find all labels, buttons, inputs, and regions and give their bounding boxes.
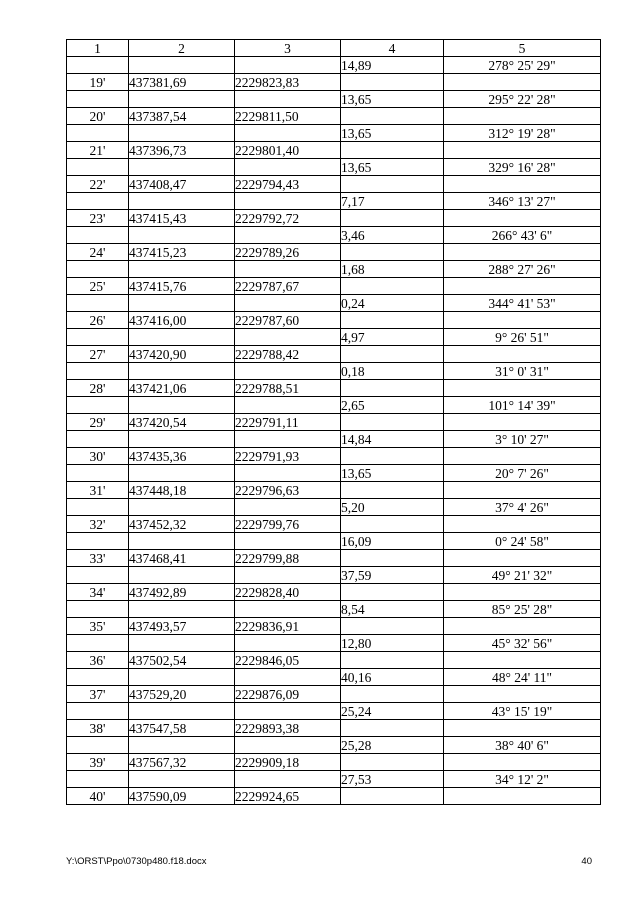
point-row [67, 176, 601, 193]
point-x: 437435,36 [129, 448, 235, 465]
segment-length: 13,65 [341, 465, 444, 482]
segment-row [67, 159, 601, 176]
point-row [67, 74, 601, 91]
segment-angle: 31° 0' 31" [444, 363, 601, 380]
point-x: 437590,09 [129, 788, 235, 805]
point-row [67, 618, 601, 635]
segment-angle: 288° 27' 26" [444, 261, 601, 278]
point-y: 2229794,43 [235, 176, 341, 193]
segment-length: 0,18 [341, 363, 444, 380]
point-number: 26' [67, 312, 129, 329]
point-number: 20' [67, 108, 129, 125]
point-number: 22' [67, 176, 129, 193]
point-number: 25' [67, 278, 129, 295]
segment-angle: 101° 14' 39" [444, 397, 601, 414]
segment-length: 8,54 [341, 601, 444, 618]
point-row [67, 278, 601, 295]
header-col-1: 1 [67, 40, 129, 57]
point-x: 437567,32 [129, 754, 235, 771]
segment-angle: 266° 43' 6" [444, 227, 601, 244]
point-number: 35' [67, 618, 129, 635]
point-y: 2229787,67 [235, 278, 341, 295]
segment-row [67, 329, 601, 346]
point-row [67, 108, 601, 125]
point-y: 2229787,60 [235, 312, 341, 329]
segment-row [67, 465, 601, 482]
point-row [67, 312, 601, 329]
point-y: 2229791,11 [235, 414, 341, 431]
segment-length: 40,16 [341, 669, 444, 686]
point-x: 437529,20 [129, 686, 235, 703]
point-row [67, 754, 601, 771]
point-number: 39' [67, 754, 129, 771]
point-y: 2229846,05 [235, 652, 341, 669]
point-y: 2229799,88 [235, 550, 341, 567]
point-x: 437452,32 [129, 516, 235, 533]
point-y: 2229791,93 [235, 448, 341, 465]
segment-angle: 48° 24' 11" [444, 669, 601, 686]
point-y: 2229823,83 [235, 74, 341, 91]
segment-angle: 49° 21' 32" [444, 567, 601, 584]
segment-row [67, 635, 601, 652]
segment-row [67, 295, 601, 312]
point-x: 437415,76 [129, 278, 235, 295]
segment-angle: 20° 7' 26" [444, 465, 601, 482]
point-x: 437381,69 [129, 74, 235, 91]
point-x: 437416,00 [129, 312, 235, 329]
point-number: 34' [67, 584, 129, 601]
segment-length: 1,68 [341, 261, 444, 278]
point-row [67, 414, 601, 431]
segment-angle: 37° 4' 26" [444, 499, 601, 516]
point-x: 437493,57 [129, 618, 235, 635]
segment-row [67, 261, 601, 278]
point-row [67, 244, 601, 261]
point-y: 2229828,40 [235, 584, 341, 601]
segment-row [67, 193, 601, 210]
point-x: 437547,58 [129, 720, 235, 737]
segment-length: 37,59 [341, 567, 444, 584]
point-y: 2229893,38 [235, 720, 341, 737]
segment-length: 13,65 [341, 125, 444, 142]
segment-row [67, 703, 601, 720]
point-y: 2229796,63 [235, 482, 341, 499]
segment-angle: 312° 19' 28" [444, 125, 601, 142]
point-number: 19' [67, 74, 129, 91]
table-header-row [67, 40, 601, 57]
point-x: 437502,54 [129, 652, 235, 669]
segment-angle: 9° 26' 51" [444, 329, 601, 346]
segment-row [67, 397, 601, 414]
header-col-4: 4 [341, 40, 444, 57]
point-number: 40' [67, 788, 129, 805]
point-x: 437420,54 [129, 414, 235, 431]
point-x: 437387,54 [129, 108, 235, 125]
segment-length: 27,53 [341, 771, 444, 788]
point-row [67, 652, 601, 669]
segment-row [67, 601, 601, 618]
segment-length: 4,97 [341, 329, 444, 346]
header-col-5: 5 [444, 40, 601, 57]
point-number: 38' [67, 720, 129, 737]
segment-row [67, 567, 601, 584]
point-y: 2229909,18 [235, 754, 341, 771]
segment-row [67, 737, 601, 754]
point-row [67, 142, 601, 159]
point-number: 29' [67, 414, 129, 431]
segment-angle: 38° 40' 6" [444, 737, 601, 754]
point-x: 437415,23 [129, 244, 235, 261]
point-y: 2229789,26 [235, 244, 341, 261]
point-y: 2229876,09 [235, 686, 341, 703]
point-x: 437408,47 [129, 176, 235, 193]
footer-page-number: 40 [581, 856, 592, 867]
point-row [67, 720, 601, 737]
point-row [67, 550, 601, 567]
point-row [67, 210, 601, 227]
segment-length: 25,24 [341, 703, 444, 720]
segment-row [67, 669, 601, 686]
segment-length: 13,65 [341, 91, 444, 108]
point-number: 23' [67, 210, 129, 227]
segment-row [67, 57, 601, 74]
segment-angle: 3° 10' 27" [444, 431, 601, 448]
point-number: 36' [67, 652, 129, 669]
segment-angle: 344° 41' 53" [444, 295, 601, 312]
point-number: 32' [67, 516, 129, 533]
segment-row [67, 431, 601, 448]
point-y: 2229836,91 [235, 618, 341, 635]
segment-angle: 34° 12' 2" [444, 771, 601, 788]
segment-angle: 295° 22' 28" [444, 91, 601, 108]
segment-angle: 329° 16' 28" [444, 159, 601, 176]
point-number: 28' [67, 380, 129, 397]
segment-length: 7,17 [341, 193, 444, 210]
segment-length: 14,89 [341, 57, 444, 74]
segment-angle: 43° 15' 19" [444, 703, 601, 720]
point-x: 437448,18 [129, 482, 235, 499]
segment-length: 14,84 [341, 431, 444, 448]
point-row [67, 380, 601, 397]
header-col-2: 2 [129, 40, 235, 57]
point-row [67, 686, 601, 703]
segment-length: 0,24 [341, 295, 444, 312]
point-y: 2229788,42 [235, 346, 341, 363]
segment-row [67, 499, 601, 516]
point-row [67, 584, 601, 601]
point-number: 30' [67, 448, 129, 465]
point-y: 2229792,72 [235, 210, 341, 227]
point-x: 437415,43 [129, 210, 235, 227]
segment-angle: 85° 25' 28" [444, 601, 601, 618]
point-y: 2229801,40 [235, 142, 341, 159]
segment-length: 2,65 [341, 397, 444, 414]
segment-row [67, 91, 601, 108]
point-y: 2229799,76 [235, 516, 341, 533]
segment-row [67, 771, 601, 788]
segment-row [67, 363, 601, 380]
coordinates-table [66, 39, 601, 805]
point-row [67, 448, 601, 465]
point-row [67, 482, 601, 499]
segment-angle: 45° 32' 56" [444, 635, 601, 652]
point-number: 27' [67, 346, 129, 363]
segment-angle: 278° 25' 29" [444, 57, 601, 74]
point-x: 437421,06 [129, 380, 235, 397]
point-row [67, 346, 601, 363]
point-y: 2229811,50 [235, 108, 341, 125]
point-number: 24' [67, 244, 129, 261]
footer-file-path: Y:\ORST\Ppo\0730p480.f18.docx [66, 856, 207, 867]
segment-angle: 0° 24' 58" [444, 533, 601, 550]
header-col-3: 3 [235, 40, 341, 57]
point-x: 437396,73 [129, 142, 235, 159]
segment-length: 13,65 [341, 159, 444, 176]
point-y: 2229788,51 [235, 380, 341, 397]
segment-row [67, 125, 601, 142]
point-row [67, 788, 601, 805]
point-number: 33' [67, 550, 129, 567]
segment-length: 5,20 [341, 499, 444, 516]
segment-length: 3,46 [341, 227, 444, 244]
point-y: 2229924,65 [235, 788, 341, 805]
segment-angle: 346° 13' 27" [444, 193, 601, 210]
point-x: 437468,41 [129, 550, 235, 567]
point-row [67, 516, 601, 533]
point-number: 21' [67, 142, 129, 159]
point-x: 437492,89 [129, 584, 235, 601]
segment-row [67, 227, 601, 244]
segment-length: 12,80 [341, 635, 444, 652]
point-number: 37' [67, 686, 129, 703]
point-x: 437420,90 [129, 346, 235, 363]
segment-row [67, 533, 601, 550]
point-number: 31' [67, 482, 129, 499]
segment-length: 16,09 [341, 533, 444, 550]
segment-length: 25,28 [341, 737, 444, 754]
